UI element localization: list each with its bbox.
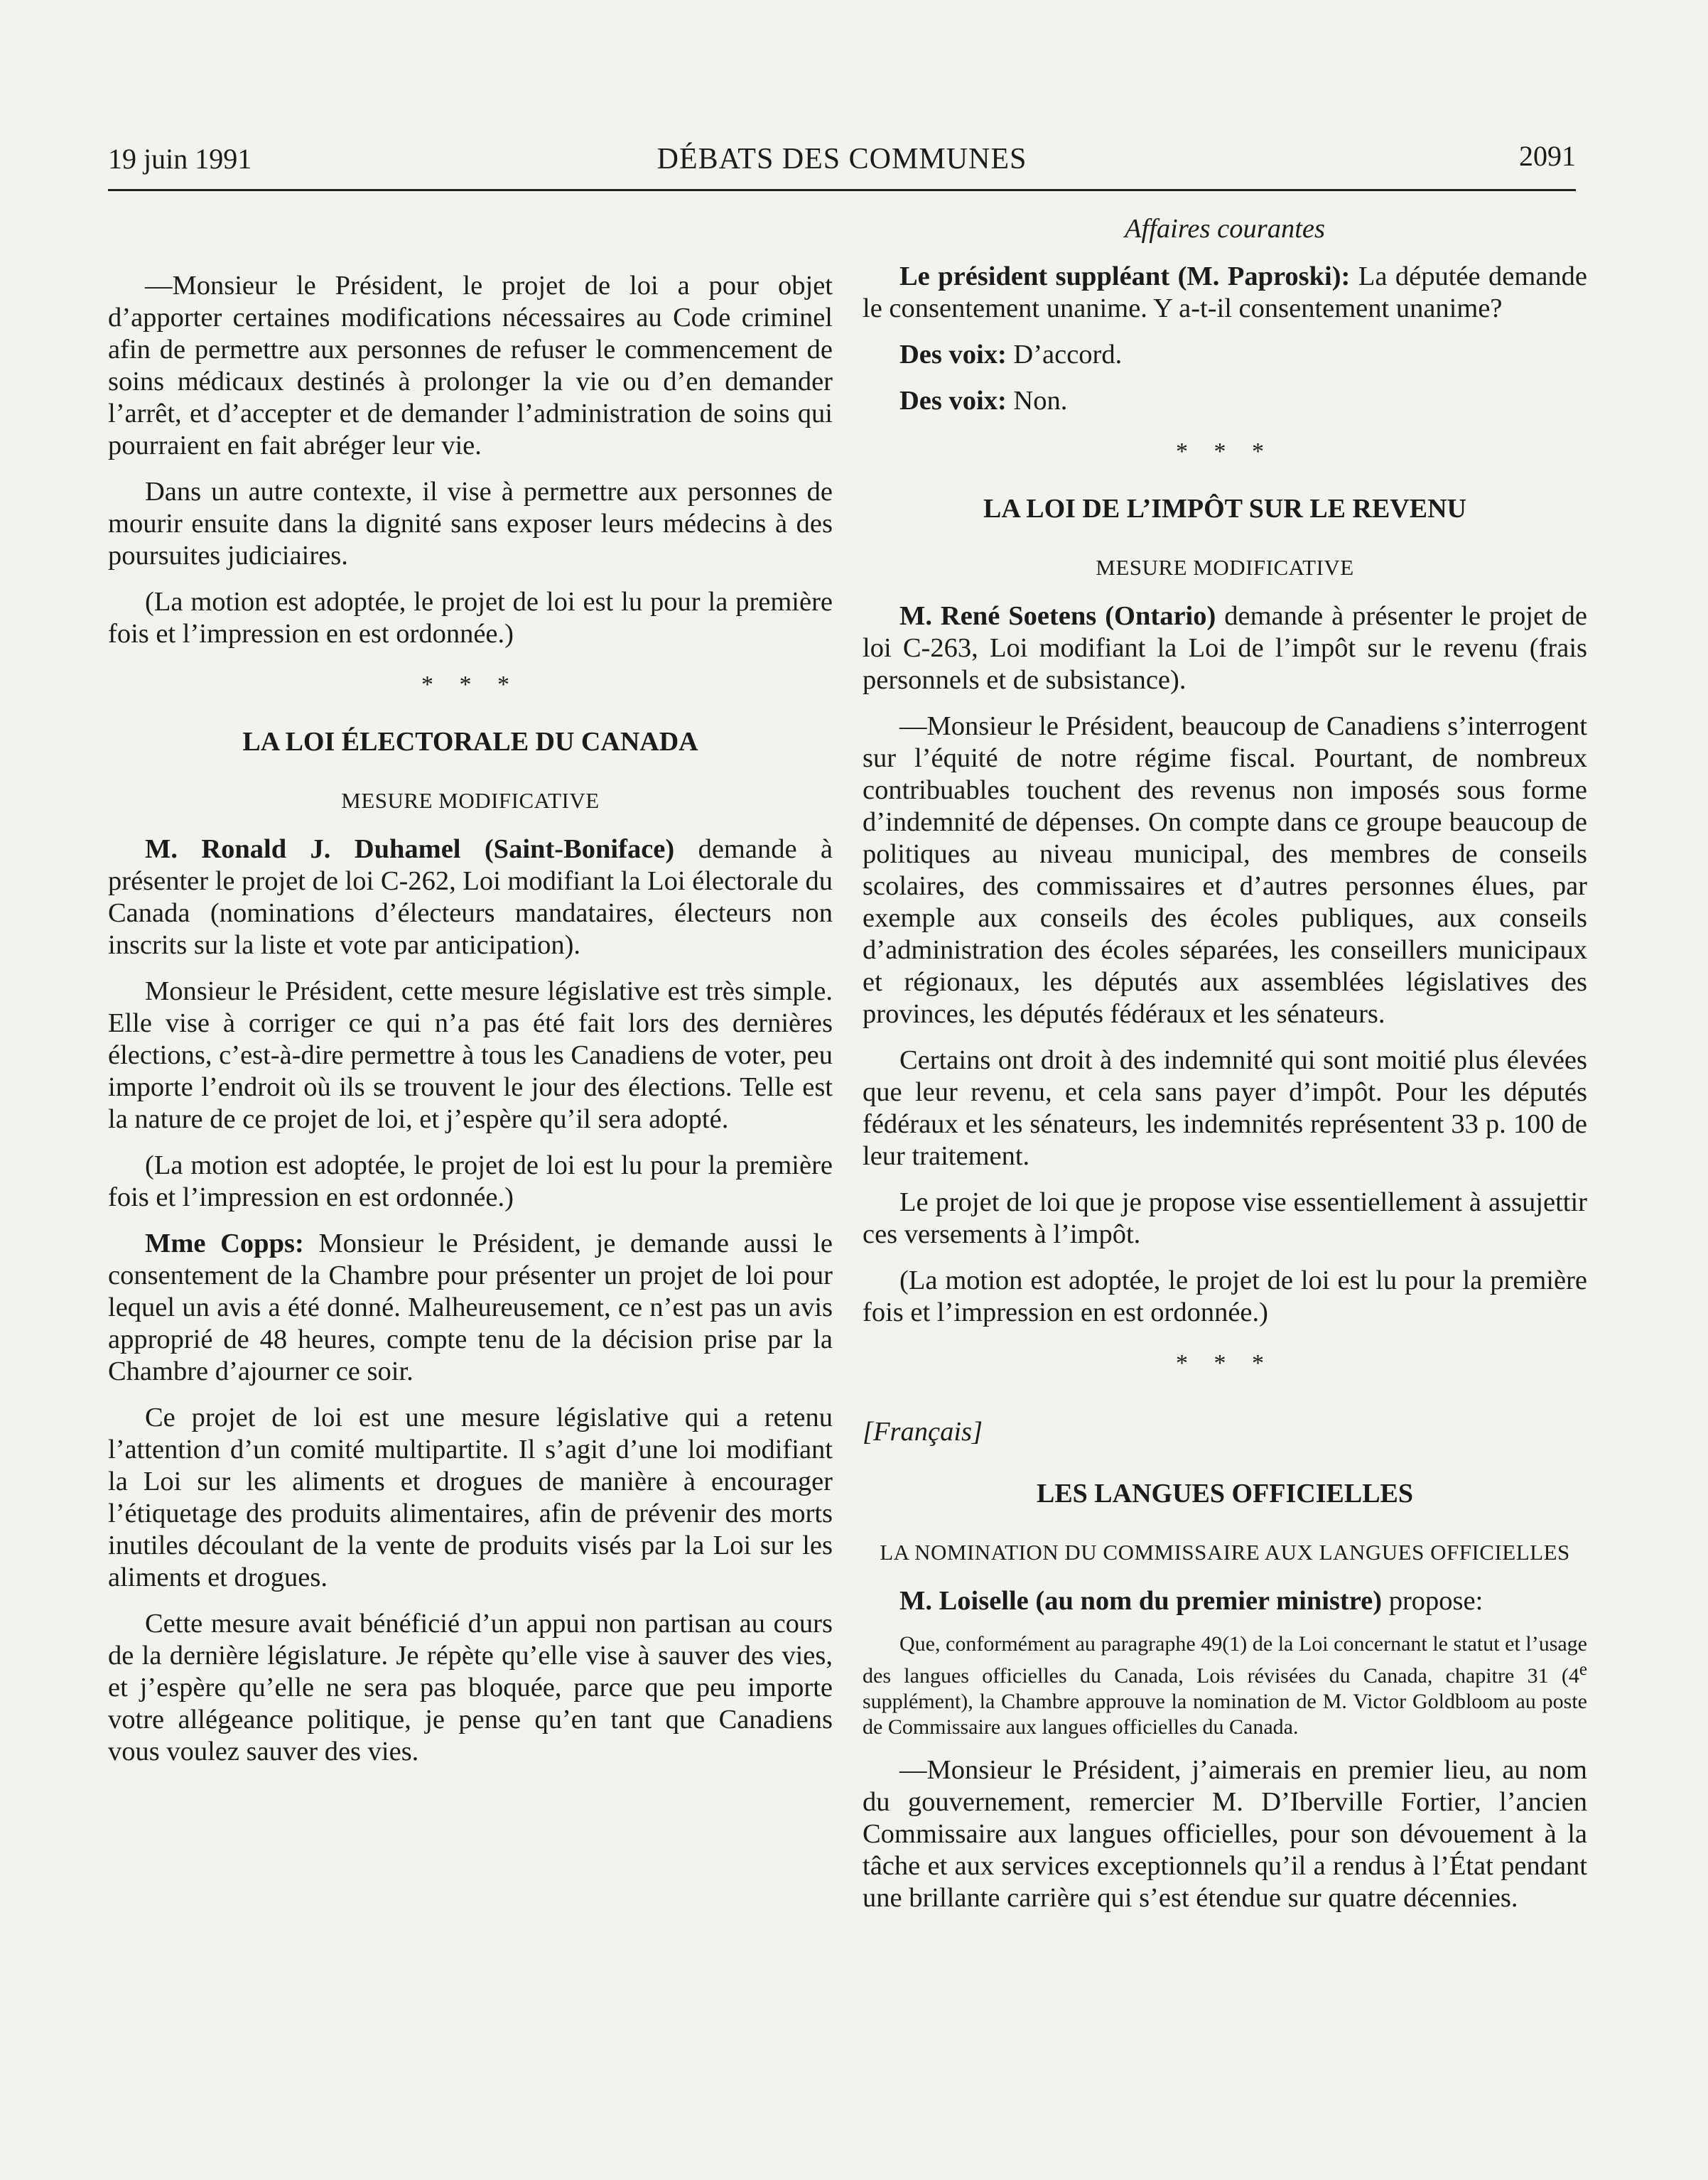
paragraph [108, 1228, 833, 1388]
paragraph [863, 600, 1587, 696]
paragraph: Ce projet de loi est une mesure législative qui a retenu l’attention d’un comité multipartite. Il s’agit d’une loi modifiant la Loi sur les aliments et drogues de manière à encourager l’étiquetage des produits alimentaires, afin de prévenir des morts inutiles découlant de la vente de produits visés par la Loi sur les aliments et drogues. [108, 1403, 833, 1592]
motion-text-part: Que, conformément au paragraphe 49(1) de la Loi concernant le statut et l’usage des langues officielles du Canada, Lois révisées du Canada, chapitre 31 (4 [863, 1632, 1587, 1688]
section-separator: * * * [421, 671, 519, 698]
speaker-name: Des voix: [899, 386, 1007, 416]
speech-text: La députée demande le consentement unanime. Y a-t-il consentement unanime? [863, 261, 1588, 323]
speaker-name: Mme Copps: [145, 1229, 304, 1258]
paragraph: Monsieur le Président, cette mesure législative est très simple. Elle vise à corriger ce qui n’a pas été fait lors des dernières élections, c’est-à-dire permettre à tous les Canadiens de voter, peu importe l’endroit où ils se trouvent le jour des élections. Telle est la nature de ce projet de loi, et j’espère qu’il sera adopté. [108, 976, 833, 1134]
paragraph: Certains ont droit à des indemnité qui sont moitié plus élevées que leur revenu, et cela sans payer d’impôt. Pour les députés fédéraux et les sénateurs, les indemnités représentent 33 p. 100 de leur traitement. [863, 1045, 1587, 1171]
section-separator: * * * [1176, 1350, 1274, 1376]
speaker-name: Le président suppléant (M. Paproski): [899, 261, 1351, 291]
page-number: 2091 [1519, 140, 1576, 172]
superscript: e [1579, 1660, 1587, 1679]
right-column [863, 213, 1587, 1928]
motion-adopted-note: (La motion est adoptée, le projet de loi est lu pour la première fois et l’impression en est ordonnée.) [863, 1266, 1587, 1327]
paragraph: —Monsieur le Président, le projet de loi a pour objet d’apporter certaines modifications nécessaires au Code criminel afin de permettre aux personnes de refuser le commencement de soins médicaux destinés à prolonger la vie ou d’en demander l’arrêt, et d’accepter et de demander l’administration de soins qui pourraient en fait abréger leur vie. [108, 271, 833, 460]
paragraph: Le projet de loi que je propose vise essentiellement à assujettir ces versements à l’impôt. [863, 1187, 1587, 1249]
speech-text: propose: [1382, 1586, 1483, 1616]
paragraph [863, 339, 1587, 371]
paragraph [108, 833, 833, 961]
speech-text: demande à présenter le projet de loi C-262, Loi modifiant la Loi électorale du Canada (nominations d’électeurs mandataires, électeurs non inscrits sur la liste et vote par anticipation). [108, 834, 833, 960]
paragraph [863, 1585, 1587, 1617]
left-column [108, 270, 833, 1782]
motion-adopted-note: (La motion est adoptée, le projet de loi est lu pour la première fois et l’impression en est ordonnée.) [108, 1150, 833, 1212]
speaker-name: M. Loiselle (au nom du premier ministre) [899, 1586, 1383, 1616]
section-subtitle: LA NOMINATION DU COMMISSAIRE AUX LANGUES OFFICIELLES [880, 1540, 1570, 1565]
speaker-name: Des voix: [899, 340, 1007, 369]
language-tag: [Français] [863, 1417, 983, 1447]
header-title: DÉBATS DES COMMUNES [656, 143, 1027, 176]
paragraph: Dans un autre contexte, il vise à permettre aux personnes de mourir ensuite dans la dignité sans exposer leurs médecins à des poursuites judiciaires. [108, 477, 833, 571]
motion-adopted-note: (La motion est adoptée, le projet de loi est lu pour la première fois et l’impression en est ordonnée.) [108, 587, 833, 649]
paragraph [863, 261, 1587, 325]
speaker-name: M. Ronald J. Duhamel (Saint-Boniface) [145, 834, 675, 864]
section-subtitle: MESURE MODIFICATIVE [1096, 555, 1354, 580]
speaker-name: M. René Soetens (Ontario) [899, 601, 1216, 631]
paragraph: —Monsieur le Président, j’aimerais en premier lieu, au nom du gouvernement, remercier M. D’Iberville Fortier, l’ancien Commissaire aux langues officielles, pour son dévouement à la tâche et aux services exceptionnels qu’il a rendus à l’État pendant une brillante carrière qui s’est étendue sur quatre décennies. [863, 1755, 1587, 1913]
motion-text [863, 1631, 1587, 1740]
speech-text: Non. [1006, 386, 1068, 416]
paragraph [863, 385, 1587, 417]
page-header [108, 142, 1576, 191]
motion-text-part: supplément), la Chambre approuve la nomination de M. Victor Goldbloom au poste de Commissaire aux langues officielles du Canada. [863, 1690, 1587, 1739]
speech-text: D’accord. [1006, 340, 1123, 369]
section-title: LA LOI ÉLECTORALE DU CANADA [242, 727, 698, 757]
paragraph: —Monsieur le Président, beaucoup de Canadiens s’interrogent sur l’équité de notre régime fiscal. Pourtant, de nombreux contribuables touchent des revenus non imposés sous forme d’indemnité de dépenses. On compte dans ce groupe beaucoup de politiques au niveau municipal, des membres de conseils scolaires, des commissaires et d’autres personnes élues, par exemple aux conseils des écoles publiques, aux conseils d’administration des écoles séparées, les conseillers municipaux et régionaux, les députés aux assemblées législatives des provinces, les députés fédéraux et les sénateurs. [863, 711, 1587, 1029]
running-section-header: Affaires courantes [1125, 214, 1325, 244]
section-title: LES LANGUES OFFICIELLES [1036, 1479, 1414, 1509]
speech-text: demande à présenter le projet de loi C-263, Loi modifiant la Loi de l’impôt sur le revenu (frais personnels et de subsistance). [863, 601, 1588, 695]
header-date: 19 juin 1991 [108, 143, 252, 175]
section-subtitle: MESURE MODIFICATIVE [341, 788, 600, 813]
section-title: LA LOI DE L’IMPÔT SUR LE REVENU [983, 494, 1466, 524]
section-separator: * * * [1176, 438, 1274, 465]
speech-text: Monsieur le Président, je demande aussi le consentement de la Chambre pour présenter un projet de loi pour lequel un avis a été donné. Malheureusement, ce n’est pas un avis approprié de 48 heures, compte tenu de la décision prise par la Chambre d’ajourner ce soir. [108, 1229, 833, 1386]
paragraph: Cette mesure avait bénéficié d’un appui non partisan au cours de la dernière législature. Je répète qu’elle vise à sauver des vies, et j’espère qu’elle ne sera pas bloquée, parce que peu importe votre allégeance politique, je pense qu’en tant que Canadiens vous voulez sauver des vies. [108, 1609, 833, 1766]
